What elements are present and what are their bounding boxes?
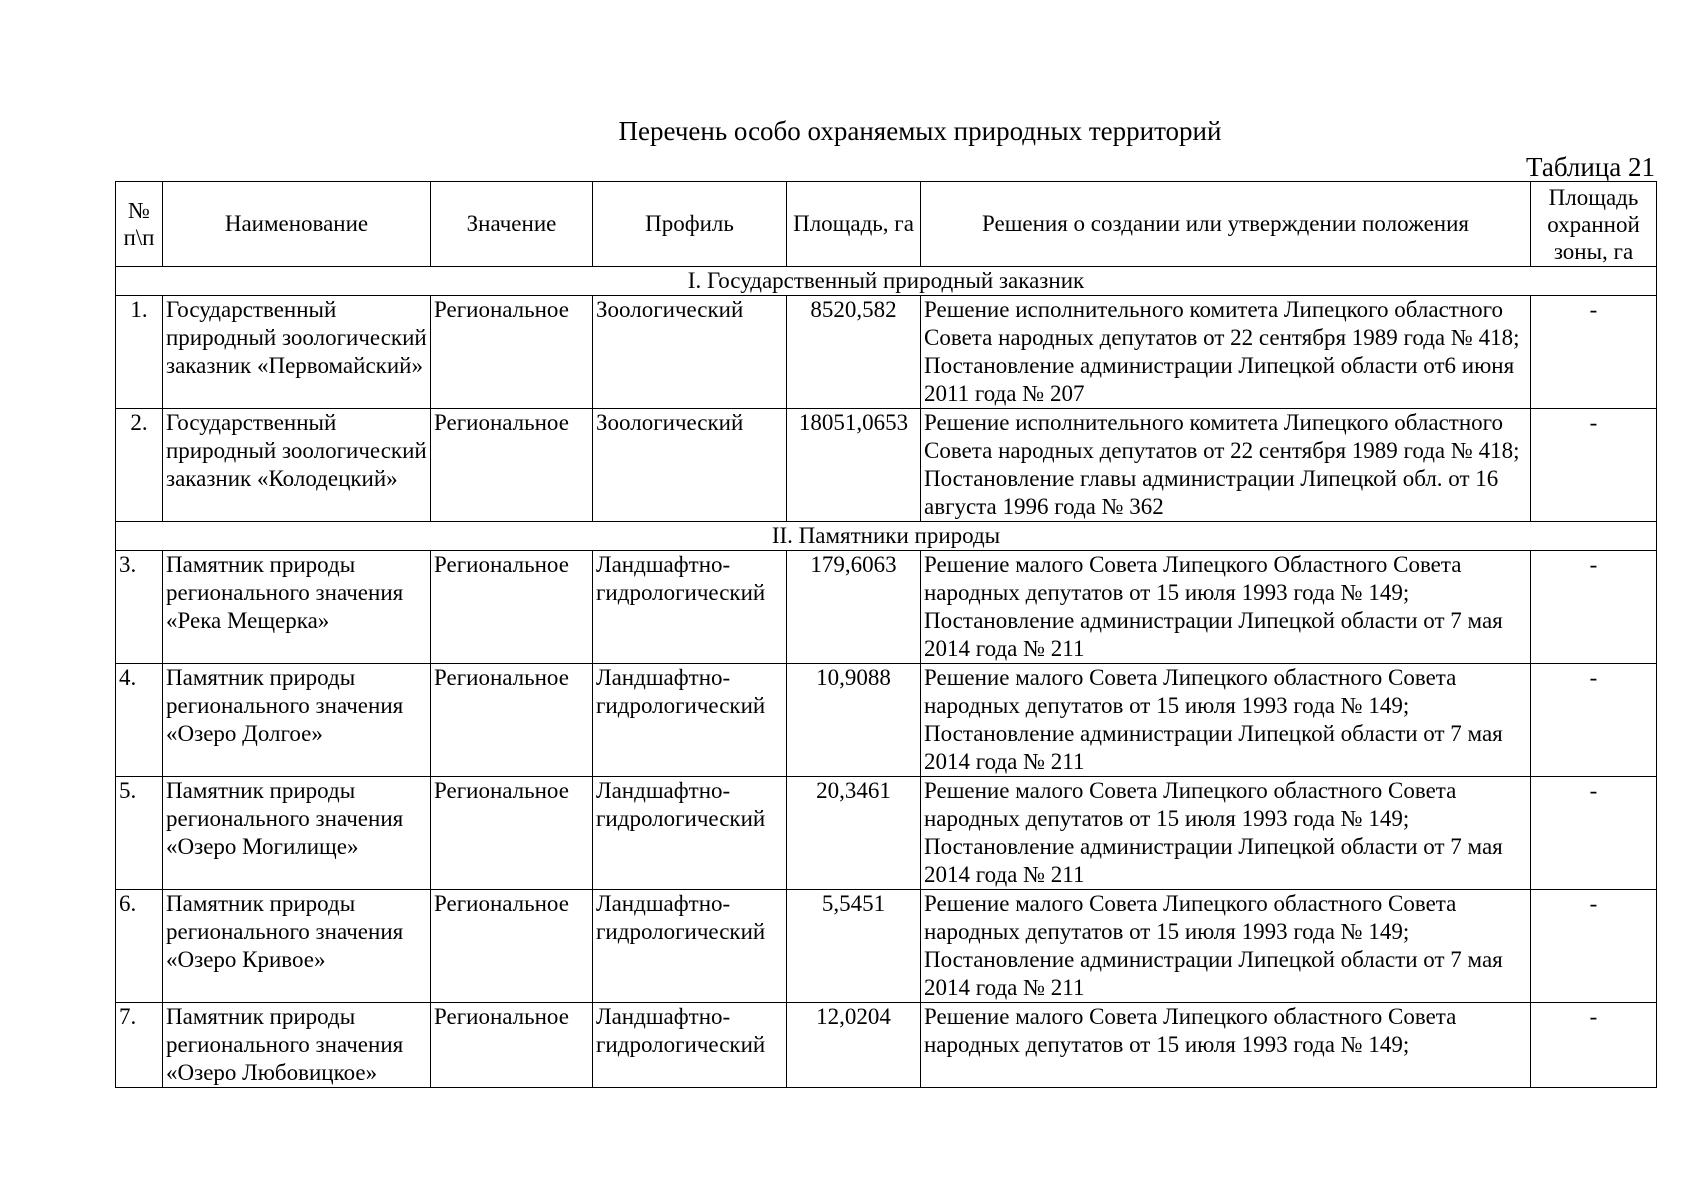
row-profile: Ландшафтно-гидрологический <box>593 551 787 664</box>
row-name: Памятник природы регионального значения «Озеро Могилище» <box>163 777 431 890</box>
row-number: 1. <box>116 296 163 409</box>
table-row <box>116 409 1657 522</box>
row-profile: Зоологический <box>593 409 787 522</box>
column-header-profile: Профиль <box>593 182 787 267</box>
row-number: 7. <box>116 1003 163 1088</box>
row-profile: Ландшафтно-гидрологический <box>593 890 787 1003</box>
column-header-name: Наименование <box>163 182 431 267</box>
row-significance: Региональное <box>431 409 593 522</box>
table-row <box>116 664 1657 777</box>
row-profile: Зоологический <box>593 296 787 409</box>
row-significance: Региональное <box>431 890 593 1003</box>
row-buffer-area: - <box>1531 777 1657 890</box>
column-header-area: Площадь, га <box>787 182 921 267</box>
row-name: Государственный природный зоологический заказник «Колодецкий» <box>163 409 431 522</box>
row-area: 12,0204 <box>787 1003 921 1088</box>
row-significance: Региональное <box>431 664 593 777</box>
row-area: 8520,582 <box>787 296 921 409</box>
row-decision: Решение исполнительного комитета Липецкого областного Совета народных депутатов от 22 сентября 1989 года № 418; Постановление главы администрации Липецкой обл. от 16 августа 1996 года № 362 <box>921 409 1531 522</box>
column-header-number: № п\п <box>116 182 163 267</box>
row-decision: Решение малого Совета Липецкого областного Совета народных депутатов от 15 июля 1993 года № 149; <box>921 1003 1531 1088</box>
row-number: 6. <box>116 890 163 1003</box>
row-area: 10,9088 <box>787 664 921 777</box>
row-significance: Региональное <box>431 777 593 890</box>
row-name: Памятник природы регионального значения «Озеро Долгое» <box>163 664 431 777</box>
row-significance: Региональное <box>431 551 593 664</box>
section-row <box>116 522 1657 551</box>
row-area: 20,3461 <box>787 777 921 890</box>
row-significance: Региональное <box>431 1003 593 1088</box>
row-area: 179,6063 <box>787 551 921 664</box>
row-buffer-area: - <box>1531 296 1657 409</box>
row-profile: Ландшафтно-гидрологический <box>593 1003 787 1088</box>
row-number: 5. <box>116 777 163 890</box>
section-row <box>116 267 1657 296</box>
table-row <box>116 777 1657 890</box>
table-header-row <box>116 182 1657 267</box>
row-buffer-area: - <box>1531 551 1657 664</box>
row-area: 18051,0653 <box>787 409 921 522</box>
table-label: Таблица 21 <box>1526 152 1655 182</box>
table-row <box>116 1003 1657 1088</box>
row-profile: Ландшафтно-гидрологический <box>593 777 787 890</box>
row-area: 5,5451 <box>787 890 921 1003</box>
table-row <box>116 551 1657 664</box>
row-decision: Решение исполнительного комитета Липецкого областного Совета народных депутатов от 22 сентября 1989 года № 418; Постановление администрации Липецкой области от6 июня 2011 года № 207 <box>921 296 1531 409</box>
row-significance: Региональное <box>431 296 593 409</box>
column-header-decision: Решения о создании или утверждении положения <box>921 182 1531 267</box>
row-name: Памятник природы регионального значения «Озеро Кривое» <box>163 890 431 1003</box>
document-title: Перечень особо охраняемых природных территорий <box>618 116 1222 146</box>
row-decision: Решение малого Совета Липецкого областного Совета народных депутатов от 15 июля 1993 года № 149; Постановление администрации Липецкой области от 7 мая 2014 года № 211 <box>921 664 1531 777</box>
section-title: II. Памятники природы <box>116 522 1657 551</box>
row-decision: Решение малого Совета Липецкого областного Совета народных депутатов от 15 июля 1993 года № 149; Постановление администрации Липецкой области от 7 мая 2014 года № 211 <box>921 777 1531 890</box>
row-name: Памятник природы регионального значения «Река Мещерка» <box>163 551 431 664</box>
protected-areas-table <box>115 181 1657 1088</box>
section-title: I. Государственный природный заказник <box>116 267 1657 296</box>
column-header-significance: Значение <box>431 182 593 267</box>
row-name: Государственный природный зоологический заказник «Первомайский» <box>163 296 431 409</box>
row-decision: Решение малого Совета Липецкого Областного Совета народных депутатов от 15 июля 1993 года № 149; Постановление администрации Липецкой области от 7 мая 2014 года № 211 <box>921 551 1531 664</box>
row-number: 2. <box>116 409 163 522</box>
row-buffer-area: - <box>1531 409 1657 522</box>
column-header-buffer-area: Площадь охранной зоны, га <box>1531 182 1657 267</box>
row-buffer-area: - <box>1531 1003 1657 1088</box>
table-row <box>116 890 1657 1003</box>
row-number: 4. <box>116 664 163 777</box>
row-buffer-area: - <box>1531 664 1657 777</box>
row-number: 3. <box>116 551 163 664</box>
row-name: Памятник природы регионального значения «Озеро Любовицкое» <box>163 1003 431 1088</box>
row-profile: Ландшафтно-гидрологический <box>593 664 787 777</box>
row-decision: Решение малого Совета Липецкого областного Совета народных депутатов от 15 июля 1993 года № 149; Постановление администрации Липецкой области от 7 мая 2014 года № 211 <box>921 890 1531 1003</box>
table-row <box>116 296 1657 409</box>
row-buffer-area: - <box>1531 890 1657 1003</box>
